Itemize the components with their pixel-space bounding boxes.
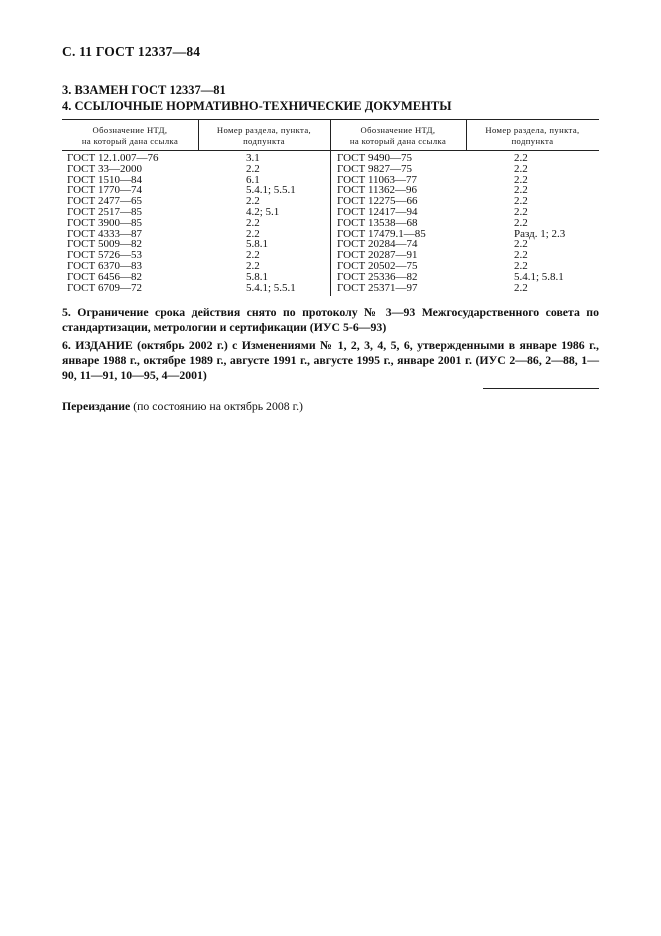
table-cell: ГОСТ 12.1.007—76 (67, 152, 159, 164)
table-header-section (466, 125, 599, 147)
header-line: на который дана ссылка (81, 136, 179, 146)
table-cell: ГОСТ 12417—94 (337, 205, 418, 218)
header-line: Обозначение НТД, (92, 125, 168, 135)
section-5-paragraph: 5. Ограничение срока действия снято по протоколу № 3—93 Межгосударственного совета по стандартизации, метрологии и сертификации (ИУС 5-6—93) (62, 305, 599, 334)
table-header-section (198, 125, 330, 147)
table-cell: ГОСТ 1510—84 (67, 173, 142, 186)
table-cell: ГОСТ 9490—75 (337, 152, 412, 164)
header-line: Номер раздела, пункта, (216, 125, 312, 135)
table-cell: ГОСТ 20287—91 (337, 249, 418, 262)
reissue-label: Переиздание (62, 399, 131, 413)
section-6-paragraph: 6. ИЗДАНИЕ (октябрь 2002 г.) с Изменениями № 1, 2, 3, 4, 5, 6, утвержденными в январе 1986 г., январе 1988 г., октябре 1989 г., августе 1991 г., августе 1995 г., январе 2001 г. (ИУС 2—86, 2—88, 1—90, 11—91, 10—95, 4—2001) (62, 338, 599, 382)
table-cell: 2.2 (514, 281, 528, 294)
table-header-designation (330, 125, 466, 147)
table-cell: 5.4.1; 5.5.1 (246, 184, 296, 197)
right-section-column (514, 153, 565, 293)
table-cell: 2.2 (514, 205, 528, 218)
table-header-designation (62, 125, 198, 147)
table-cell: ГОСТ 33—2000 (67, 162, 142, 175)
table-cell: 2.2 (514, 259, 528, 272)
table-cell: 2.2 (514, 238, 528, 251)
table-cell: ГОСТ 6709—72 (67, 281, 142, 294)
table-cell: ГОСТ 12275—66 (337, 195, 418, 208)
table-cell: 2.2 (514, 249, 528, 262)
reissue-text: (по состоянию на октябрь 2008 г.) (133, 399, 303, 413)
table-cell: ГОСТ 5726—53 (67, 249, 142, 262)
table-cell: ГОСТ 2517—85 (67, 205, 142, 218)
table-cell: 5.8.1 (246, 270, 268, 283)
table-cell: 2.2 (514, 216, 528, 229)
table-cell: 2.2 (514, 173, 528, 186)
table-cell: 2.2 (246, 259, 260, 272)
table-cell: 2.2 (246, 216, 260, 229)
table-cell: ГОСТ 20502—75 (337, 259, 418, 272)
header-line: на который дана ссылка (349, 136, 447, 146)
header-line: Обозначение НТД, (360, 125, 436, 135)
table-cell: ГОСТ 17479.1—85 (337, 227, 426, 240)
table-cell: 2.2 (514, 152, 528, 164)
right-doc-column (337, 153, 426, 293)
header-line: Номер раздела, пункта, (485, 125, 580, 135)
table-cell: ГОСТ 11063—77 (337, 173, 418, 186)
table-cell: 5.4.1; 5.8.1 (514, 270, 564, 283)
table-cell: ГОСТ 9827—75 (337, 162, 412, 175)
table-cell: 5.4.1; 5.5.1 (246, 281, 296, 294)
table-cell: ГОСТ 3900—85 (67, 216, 142, 229)
header-line: подпункта (511, 136, 554, 146)
left-doc-column (67, 153, 158, 293)
table-cell: 5.8.1 (246, 238, 268, 251)
closing-rule (483, 388, 599, 389)
page-header: С. 11 ГОСТ 12337—84 (62, 44, 201, 59)
table-cell: ГОСТ 6456—82 (67, 270, 142, 283)
table-cell: ГОСТ 2477—65 (67, 195, 142, 208)
table-cell: ГОСТ 5009—82 (67, 238, 142, 251)
table-cell: Разд. 1; 2.3 (514, 227, 566, 240)
table-cell: 2.2 (246, 162, 260, 175)
table-cell: ГОСТ 25336—82 (337, 270, 418, 283)
reissue-note (62, 399, 303, 414)
table-cell: 2.2 (246, 195, 260, 208)
section-4-heading: 4. ССЫЛОЧНЫЕ НОРМАТИВНО-ТЕХНИЧЕСКИЕ ДОКУМЕНТЫ (62, 99, 452, 113)
left-section-column (246, 153, 296, 293)
table-cell: 6.1 (246, 173, 260, 186)
table-cell: ГОСТ 20284—74 (337, 238, 418, 251)
table-cell: 2.2 (246, 249, 260, 262)
table-cell: ГОСТ 11362—96 (337, 184, 418, 197)
table-cell: 2.2 (514, 162, 528, 175)
table-cell: 4.2; 5.1 (246, 205, 280, 218)
table-cell: ГОСТ 6370—83 (67, 259, 142, 272)
table-cell: ГОСТ 4333—87 (67, 227, 142, 240)
table-cell: ГОСТ 1770—74 (67, 184, 142, 197)
table-cell: 2.2 (514, 184, 528, 197)
section-3-heading: 3. ВЗАМЕН ГОСТ 12337—81 (62, 83, 226, 97)
table-cell: ГОСТ 25371—97 (337, 281, 418, 294)
table-cell: ГОСТ 13538—68 (337, 216, 418, 229)
table-cell: 3.1 (246, 152, 260, 164)
table-cell: 2.2 (246, 227, 260, 240)
table-cell: 2.2 (514, 195, 528, 208)
header-line: подпункта (243, 136, 285, 146)
